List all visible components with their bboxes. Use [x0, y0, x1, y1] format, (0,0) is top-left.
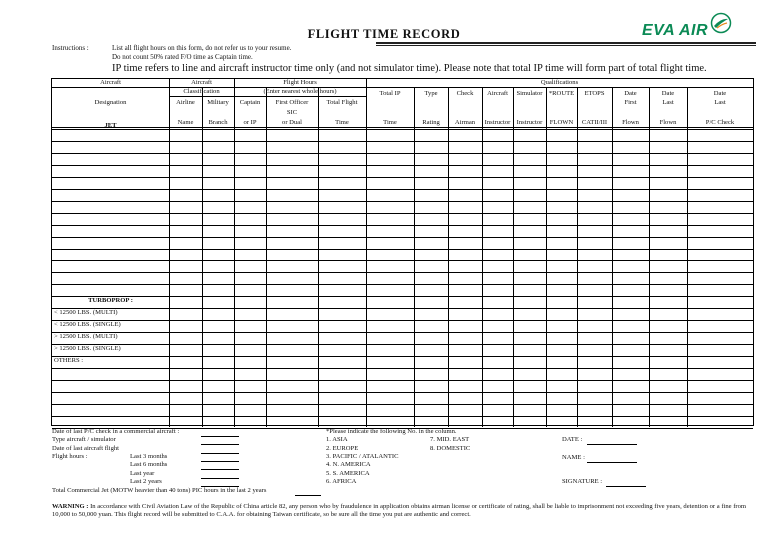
footer-left-label: Flight hours : — [52, 452, 88, 460]
footer-signature-label: SIGNATURE : — [562, 477, 603, 485]
column-header-top: *ROUTE — [548, 90, 575, 97]
table-vline — [366, 79, 367, 427]
header-rule-thin — [376, 45, 756, 46]
header-designation: Designation — [94, 99, 127, 106]
column-header-bottom: Airman — [454, 119, 476, 126]
footer-blank-line — [295, 495, 321, 496]
column-header-top: Airline — [176, 99, 195, 106]
column-header-bottom: or IP — [243, 119, 257, 126]
table-hline — [52, 344, 753, 345]
table-vline — [513, 87, 514, 427]
table-vline — [687, 87, 688, 427]
column-header-bottom: Instructor — [484, 119, 511, 126]
column-header-top: Captain — [239, 99, 261, 106]
footer-route: 7. MID. EAST — [430, 436, 470, 444]
header-enter-nearest: (Enter nearest whole hours) — [263, 88, 337, 95]
table-vline — [649, 87, 650, 427]
footer-total-jet: Total Commercial Jet (MOTW heavier than 40 tons) PIC hours in the last 2 years — [52, 487, 267, 495]
footer-blank-line — [201, 436, 239, 437]
column-header-bottom: Flown — [659, 119, 677, 126]
page-title: FLIGHT TIME RECORD — [307, 27, 461, 41]
table-hline — [52, 189, 753, 190]
header-classification: Classification — [183, 88, 220, 95]
table-hline — [52, 416, 753, 417]
footer-blank-line — [201, 453, 239, 454]
table-vline — [266, 87, 267, 427]
footer-route: 6. AFRICA — [326, 477, 357, 485]
table-hline — [52, 165, 753, 166]
table-vline — [169, 79, 170, 427]
column-header-top: Check — [456, 90, 474, 97]
footer-route: 5. S. AMERICA — [326, 469, 370, 477]
table-hline — [52, 332, 753, 333]
footer-period-label: Last 6 months — [130, 461, 168, 469]
turboprop-row-label: OTHERS : — [54, 357, 84, 365]
table-hline — [52, 392, 753, 393]
column-header-top: Date — [624, 90, 637, 97]
footer-blank-line — [201, 444, 239, 445]
table-hline — [52, 368, 753, 369]
table-hline — [52, 153, 753, 154]
instruction-line-2: Do not count 50% rated F/O time as Captain time. — [112, 53, 253, 61]
column-header-mid: Last — [662, 99, 674, 106]
eva-air-emblem-icon — [710, 12, 732, 34]
footer-left-label: Type aircraft / simulator — [52, 436, 116, 444]
table-vline — [414, 87, 415, 427]
warning-body: In accordance with Civil Aviation Law of the Republic of China article 82, any person who by fraudulence in application obtains airman license or certificate of rating, shall be liable to imprisonment not exceeding five years, detention or a fine from 10,000 to 50,000 yuan. This flight record will be submitted to C.A.A. for obtaining Taiwan certificate, so be sure all the time you put are authentic and correct. — [52, 503, 747, 519]
column-header-top: First Officer — [275, 99, 309, 106]
column-header-bottom: Time — [383, 119, 397, 126]
column-header-bottom: or Dual — [282, 119, 302, 126]
footer-date-label: DATE : — [562, 436, 583, 444]
table-vline — [202, 87, 203, 427]
column-header-bottom: Instructor — [516, 119, 543, 126]
header-flight-hours: Flight Hours — [283, 79, 317, 86]
column-header-bottom: P/C Check — [705, 119, 735, 126]
column-header-bottom: FLOWN — [549, 119, 574, 126]
footer-route-note: *Please indicate the following No. in the column. — [326, 428, 457, 435]
footer-blank-line — [201, 469, 239, 470]
table-hline — [169, 96, 366, 97]
instruction-line-3: IP time refers to line and aircraft instructor time only (and not simulator time). Please note that total IP time will form part of total flight time. — [112, 63, 707, 74]
table-vline — [546, 87, 547, 427]
table-hline — [52, 201, 753, 202]
table-hline — [52, 380, 753, 381]
footer-left-label: Date of last aircraft flight — [52, 444, 120, 452]
table-hline — [52, 320, 753, 321]
column-header-bottom: Name — [177, 119, 194, 126]
column-header-top: Simulator — [516, 90, 543, 97]
footer-period-label: Last 2 years — [130, 477, 162, 485]
footer-period-label: Last 3 months — [130, 452, 168, 460]
table-vline — [482, 87, 483, 427]
turboprop-row-label: < 12500 LBS. (MULTI) — [54, 309, 118, 317]
header-aircraft: Aircraft — [100, 79, 121, 86]
footer-signature-line — [606, 486, 646, 487]
footer-blank-line — [201, 461, 239, 462]
header-qualifications: Qualifications — [540, 79, 579, 86]
table-hline — [52, 141, 753, 142]
table-vline — [612, 87, 613, 427]
table-hline — [52, 225, 753, 226]
warning-text — [52, 503, 752, 519]
warning-label: WARNING : — [52, 503, 89, 510]
column-header-top: ETOPS — [584, 90, 605, 97]
footer-left-label: Date of last P/C check in a commercial aircraft : — [52, 428, 180, 435]
section-turboprop: TURBOPROP : — [88, 297, 133, 305]
footer-blank-line — [201, 478, 239, 479]
footer-name-line — [587, 462, 637, 463]
turboprop-row-label: < 12500 LBS. (SINGLE) — [54, 321, 121, 329]
table-vline — [448, 87, 449, 427]
column-header-bottom: Time — [335, 119, 349, 126]
footer-route: 1. ASIA — [326, 436, 348, 444]
column-header-bottom: Rating — [422, 119, 440, 126]
column-header-top: Date — [661, 90, 675, 97]
footer-date-line — [587, 444, 637, 445]
header-aircraft-class: Aircraft — [191, 79, 212, 86]
table-vline — [318, 87, 319, 427]
header-rule — [376, 42, 756, 44]
column-header-top: Total IP — [379, 90, 401, 97]
table-hline — [52, 404, 753, 405]
instruction-line-1: List all flight hours on this form, do not refer us to your resume. — [112, 44, 292, 52]
eva-air-logo — [642, 12, 730, 42]
table-hline — [52, 296, 753, 297]
turboprop-row-label: > 12500 LBS. (SINGLE) — [54, 345, 121, 353]
turboprop-row-label: > 12500 LBS. (MULTI) — [54, 333, 118, 341]
footer-route: 2. EUROPE — [326, 444, 359, 452]
column-header-mid: First — [624, 99, 637, 106]
table-hline — [52, 87, 753, 88]
section-jet: JET — [104, 122, 117, 129]
footer-name-label: NAME : — [562, 453, 585, 461]
column-header-bottom: Branch — [208, 119, 228, 126]
column-header-top: Total Flight — [326, 99, 358, 106]
footer-route: 8. DOMESTIC — [430, 444, 471, 452]
table-hline — [52, 177, 753, 178]
table-hline — [52, 249, 753, 250]
table-hline — [52, 356, 753, 357]
table-hline — [52, 213, 753, 214]
column-header-mid: SIC — [286, 109, 298, 116]
table-hline — [52, 260, 753, 261]
instructions-label: Instructions : — [52, 44, 89, 52]
column-header-bottom: CATII/III — [581, 119, 608, 126]
footer-period-label: Last year — [130, 469, 155, 477]
flight-time-table — [51, 78, 754, 426]
table-hline — [52, 308, 753, 309]
footer-route: 3. PACIFIC / ATALANTIC — [326, 452, 399, 460]
column-header-top: Date — [713, 90, 727, 97]
column-header-bottom: Flown — [622, 119, 639, 126]
footer-route: 4. N. AMERICA — [326, 461, 371, 469]
table-hline — [52, 237, 753, 238]
table-vline — [577, 87, 578, 427]
table-vline — [234, 79, 235, 427]
column-header-mid: Last — [714, 99, 726, 106]
table-hline — [52, 284, 753, 285]
column-header-top: Military — [207, 99, 229, 106]
column-header-top: Type — [424, 90, 438, 97]
logo-wordmark: EVA AIR — [642, 22, 709, 39]
column-header-top: Aircraft — [487, 90, 508, 97]
table-hline — [52, 272, 753, 273]
